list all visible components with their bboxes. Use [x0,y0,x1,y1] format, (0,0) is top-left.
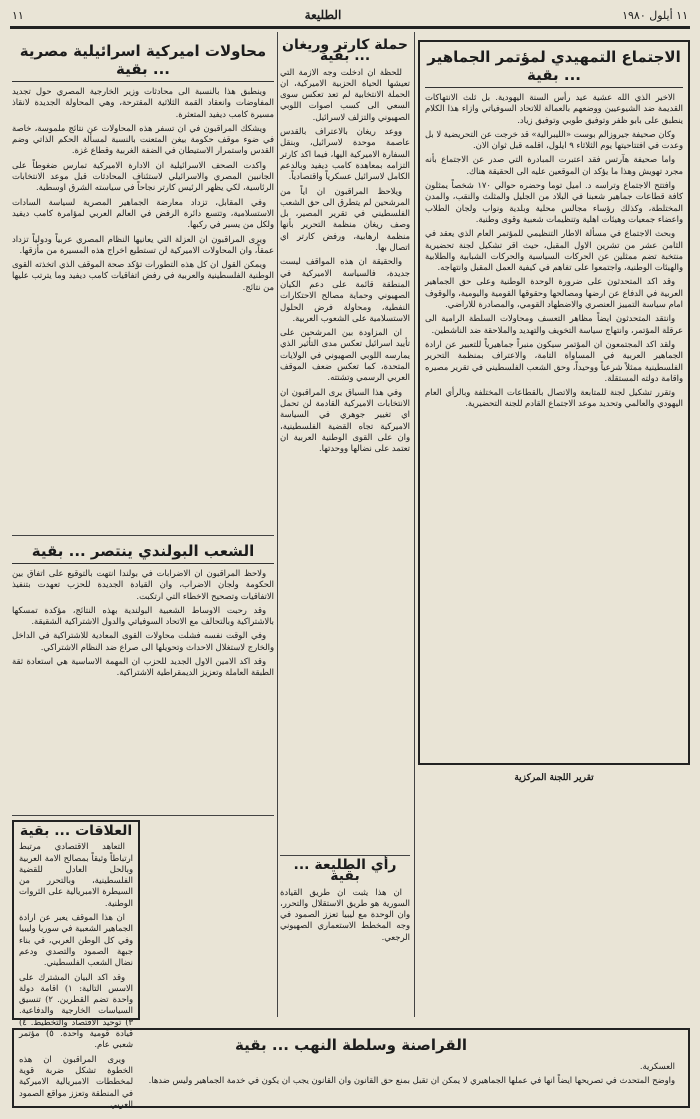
article-pirates [12,1028,690,1108]
poland-para: وقد رحبت الاوساط الشعبية البولندية بهذه النتائج، مؤكدة تمسكها بالاشتراكية وبالتحالف مع الاتحاد السوفياتي والدول الاشتراكية الشقيقة. [12,604,274,627]
poland-para: ولاحظ المراقبون ان الاضرابات في بولندا انتهت بالتوقيع على اتفاق بين الحكومة ولجان الاضراب، وان القيادة الجديدة للحزب تعهدت بتنفيذ الاتفاقيات وتصحيح الاخطاء التي ارتكبت. [12,568,274,601]
carter-reagan-para: ووعد ريغان بالاعتراف بالقدس عاصمة موحدة لاسرائيل، وبنقل السفارة الاميركية اليها، فيما اكد كارتر التزامه بمعاهدة كامب ديفيد وبالدعم الكامل لاسرائيل عسكرياً واقتصادياً. [280,126,410,182]
article-editorial [280,857,410,1010]
conference-para: وانتقد المتحدثون ايضاً مظاهر التعسف ومحاولات السلطة الرامية الى عرقلة المؤتمر، وانتهاج سياسة التخويف والتهديد والملاحقة ضد الناشطين. [425,313,683,335]
relations-para: وقد اكد البيان المشترك على الاسس التالية: ١) اقامة دولة واحدة تضم القطرين. ٢) تنسيق السياسات الخارجية والدفاعية. ٣) توحيد الاقتصاد والتخطيط. ٤) قيادة قومية واحدة. ٥) مؤتمر شعبي عام. [19,971,133,1050]
header-rule [10,26,690,29]
us-israel-egypt-para: ويمكن القول ان كل هذه التطورات تؤكد صحة الموقف الذي اتخذته القوى الوطنية الفلسطينية والعربية في رفض اتفاقيات كامب ديفيد وما يترتب عليها من نتائج. [12,259,274,292]
poland-para: وفي الوقت نفسه فشلت محاولات القوى المعادية للاشتراكية في الداخل والخارج لاستغلال الاحداث وتحويلها الى صراع ضد النظام الاشتراكي. [12,630,274,652]
carter-reagan-para: ان المزاودة بين المرشحين على تأييد اسرائيل تعكس مدى التأثير الذي يمارسه اللوبي الصهيوني في الولايات المتحدة، كما تعكس ضعف الموقف العربي الرسمي وتشتته. [280,327,410,383]
conference-para: وافتتح الاجتماع وتراسه د. اميل توما وحضره حوالي ١٧٠ شخصاً يمثلون كافة قطاعات جماهير شعبنا في البلاد من الجليل والمثلث والنقب، والمدن المختلطة، وكذلك رؤساء مجالس محلية وبلدية ونواب ولجان الطلاب واعضاء جمعيات وهيئات اهلية وتنظيمات شعبية وقوى وطنية. [425,180,683,224]
conference-para: وكان صحيفة جيروزالم بوست «الليبرالية» قد خرجت عن التحريضية لا بل وعدت في افتتاحيتها يوم الثلاثاء ٩ ايلول، اقلمه قبل ثوان الان. [425,128,683,151]
conference-para: وبحث الاجتماع في مسألة الاطار التنظيمي للمؤتمر العام الذي يعقد في الثامن عشر من تشرين الاول المقبل، حيث اقر تشكيل لجنة تحضيرية منتخبة تضم ممثلين عن الحركات السياسية والحركات الشبابية والطلابية والهيئات الوطنية، واجتمعوا على تفاهم في كيفية العمل المقبل وانتهاجه. [425,228,683,273]
running-header [12,6,688,24]
conference-para: الاخير الذي الله عشية عيد رأس السنة اليهودية. بل ثلث الانتهاكات القديمة ضد الشيوعيين ووضعهم بالعمالة للاتحاد السوفياتي وازاء هذا الكلام ينطبق على بابو ظفر وتوفيق طوبي وتوفيق زياد. [425,92,683,125]
relations-para: ان هذا الموقف يعبر عن ارادة الجماهير الشعبية في سوريا وليبيا وفي كل الوطن العربي، في بناء جبهة الصمود والتصدي ودعم نضال الشعب الفلسطيني. [19,912,133,968]
conference-para: وتقرر تشكيل لجنة للمتابعة والاتصال بالقطاعات المختلفة وبالرأي العام اليهودي والعالمي وتحديد موعد الاجتماع القادم للجنة التحضيرية. [425,387,683,409]
us-israel-egypt-para: وينطبق هذا بالنسبة الى محادثات وزير الخارجية المصري حول تجديد المفاوضات وانعقاد القمة الثلاثية المقترحة، وهي المحاولة الجديدة لانقاذ مسيرة كامب ديفيد المتعثرة. [12,86,274,119]
carter-reagan-para: للحظة ان ادخلت وجه الازمة التي تعيشها الحياة الحزبية الاميركية، ان الحملة الانتخابية لم تعد تعكس سوى السعي الى كسب اصوات اللوبي الصهيوني والتزلف لاسرائيل. [280,66,410,122]
section-rule [12,535,274,536]
us-israel-egypt-para: وفي المقابل، تزداد معارضة الجماهير المصرية لسياسة السادات الاستسلامية، وتتسع دائرة الرفض في العالم العربي لمؤامرة كامب ديفيد ولكل من يسير في ركبها. [12,196,274,230]
column-rule [277,32,278,1017]
section-rule [12,815,274,816]
pirates-para: العسكرية. [639,1061,675,1071]
us-israel-egypt-para: واكدت الصحف الاسرائيلية ان الادارة الاميركية تمارس ضغوطاً على الجانبين المصري والاسرائيلي لاستئناف المحادثات قبل موعد الانتخابات الرئاسية، لكي يظهر الرئيس كارتر نجاحاً في سياسته الشرق اوسطية. [12,159,274,193]
article-conference-cont [418,770,690,1000]
relations-para: ويرى المراقبون ان هذه الخطوة تشكل ضربة قوية لمخططات الامبريالية الاميركية في المنطقة وتعزز مواقع الصمود العربي. [19,1053,133,1109]
header-date: ١١ أيلول ١٩٨٠ [622,8,688,22]
article-conference [418,40,690,765]
carter-reagan-para: وفي هذا السياق يرى المراقبون ان الانتخابات الاميركية القادمة لن تحمل اي تغيير جوهري في السياسة الاميركية تجاه القضية الفلسطينية، وان على القوى الوطنية العربية ان تعتمد على نضالها ووحدتها. [280,386,410,454]
headline-poland: الشعب البولندي ينتصر ... بقية [12,542,274,564]
article-relations-cont [146,820,274,1020]
conference-para: وقد اكد المتحدثون على ضرورة الوحدة الوطنية وعلى حق الجماهير العربية في الدفاع عن ارضها ومصالحها وحقوقها القومية واليومية، والوقوف امام سياسة التمييز العنصري والاضطهاد القومي، والمصادرة للاراضي. [425,276,683,310]
article-relations [12,820,140,1109]
column-rule [414,32,415,1017]
headline-pirates: القراصنة وسلطة النهب ... بقية [235,1036,467,1054]
conference-para: ولقد اكد المجتمعون ان المؤتمر سيكون منبراً جماهيرياً للتعبير عن ارادة الجماهير العربية في المساواة التامة، والاعتراف بمنظمة التحرير الفلسطينية ممثلاً شرعياً ووحيداً، وحق الشعب الفلسطيني في تقرير مصيره واقامة دولته المستقلة. [425,338,683,383]
pirates-para: واوضح المتحدث في تصريحها ايضاً انها في عملها الجماهيري لا يمكن ان تقبل بمنع حق القانون وان القانون يجب ان يكون في خدمة الجماهير وليس ضدها. [148,1075,675,1086]
us-israel-egypt-para: ويرى المراقبون ان العزلة التي يعانيها النظام المصري عربياً ودولياً تزداد عمقاً، وان المحاولات الاميركية لن تستطيع اخراج هذه المسيرة من مأزقها. [12,233,274,255]
headline-editorial: رأي الطليعة ... بقية [293,857,397,885]
editorial-para: ان هذا يثبت ان طريق القيادة السورية هو طريق الاستقلال والتحرر، وان الوحدة مع ليبيا تعزز الصمود في وجه المخطط الاستعماري الصهيوني الرجعي. [280,886,410,942]
relations-para: التعاهد الاقتصادي مرتبط ارتباطاً وثيقاً بمصالح الامة العربية وبالحل العادل للقضية الفلسطينية، وبالتحرر من السيطرة الامبريالية على الثروات الوطنية. [19,841,133,908]
us-israel-egypt-para: ويشكك المراقبون في ان تسفر هذه المحاولات عن نتائج ملموسة، خاصة في ضوء موقف حكومة بيغن المتعنت بالنسبة لمسألة الحكم الذاتي وضم القدس واستمرار الاستيطان في الضفة الغربية وقطاع غزة. [12,122,274,156]
poland-para: وقد اكد الامين الاول الجديد للحزب ان المهمة الاساسية هي استعادة ثقة الطبقة العاملة وتعزيز الديمقراطية الاشتراكية. [12,656,274,678]
kicker-central-committee: تقرير اللجنة المركزية [514,773,594,783]
header-page-number: ١١ [12,8,24,22]
header-section-title: الطليعة [304,8,342,22]
section-rule [280,855,410,856]
article-carter-reagan [280,37,410,850]
headline-relations: العلاقات ... بقية [19,823,133,839]
conference-para: واما صحيفة هآرتس فقد اعتبرت المبادرة التي صدر عن الاجتماع بأنه مجرد تهويش وهذا ما يؤكد ان الموقعين عليه الى الحقيقة هناك. [425,154,683,176]
headline-conference: الاجتماع التمهيدي لمؤتمر الجماهير ... بقية [425,48,683,88]
article-us-israel-egypt [12,40,274,530]
article-poland [12,540,274,810]
headline-us-israel-egypt: محاولات اميركية اسرائيلية مصرية ... بقية [12,42,274,82]
headline-carter-reagan: حملة كارتر وريغان ... بقية [282,37,408,65]
carter-reagan-para: ويلاحظ المراقبون ان اياً من المرشحين لم يتطرق الى حق الشعب الفلسطيني في تقرير المصير، بل وصف ريغان منظمة التحرير بأنها منظمة ارهابية، ورفض كارتر اي اتصال بها. [280,185,410,253]
carter-reagan-para: والحقيقة ان هذه المواقف ليست جديدة، فالسياسة الاميركية في المنطقة قائمة على دعم الكيان الصهيوني وحماية مصالح الاحتكارات النفطية، ومحاولة فرض الحلول الاستسلامية على الشعوب العربية. [280,256,410,323]
